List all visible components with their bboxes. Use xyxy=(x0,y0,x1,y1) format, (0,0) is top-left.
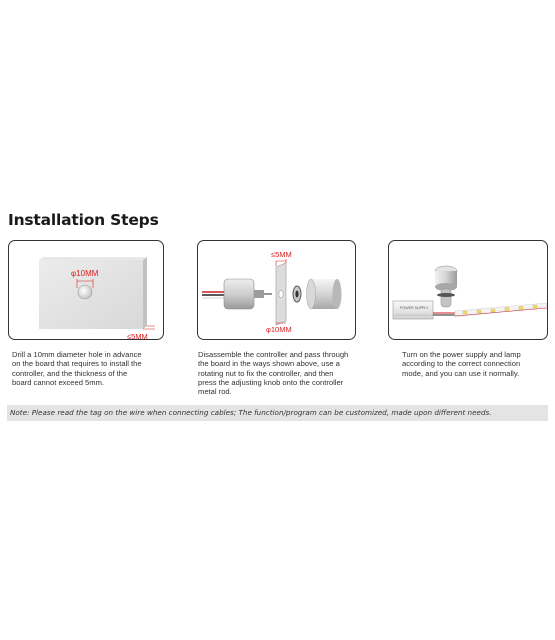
step-3-description: Turn on the power supply and lamp according to the correct connection mode, and you can use it normally. xyxy=(402,350,521,378)
hole-diameter-label-2: φ10MM xyxy=(266,325,292,334)
controller-body xyxy=(224,279,254,309)
board-thickness-label-2: ≤5MM xyxy=(271,250,292,259)
step-1-illustration xyxy=(8,240,164,340)
step-3-illustration xyxy=(388,240,548,340)
drill-hole xyxy=(78,285,92,299)
board-thickness-label: ≤5MM xyxy=(127,332,148,341)
hole-diameter-label: φ10MM xyxy=(71,269,99,278)
step-2-illustration xyxy=(197,240,356,340)
section-title: Installation Steps xyxy=(8,211,159,229)
step-1-description: Drill a 10mm diameter hole in advance on the board that requires to install the controller, and the thickness of the board cannot exceed 5mm. xyxy=(12,350,142,387)
power-supply-label: POWER SUPPLY xyxy=(400,306,429,310)
power-supply xyxy=(393,301,433,319)
note-banner: Note: Please read the tag on the wire when connecting cables; The function/program can be customized, made upon different needs. xyxy=(7,405,548,421)
fixing-nut xyxy=(295,291,298,298)
step-2-description: Disassemble the controller and pass through the board in the ways shown above, use a rotating nut to fix the controller, and then press the adjusting knob onto the controller metal rod. xyxy=(198,350,349,397)
